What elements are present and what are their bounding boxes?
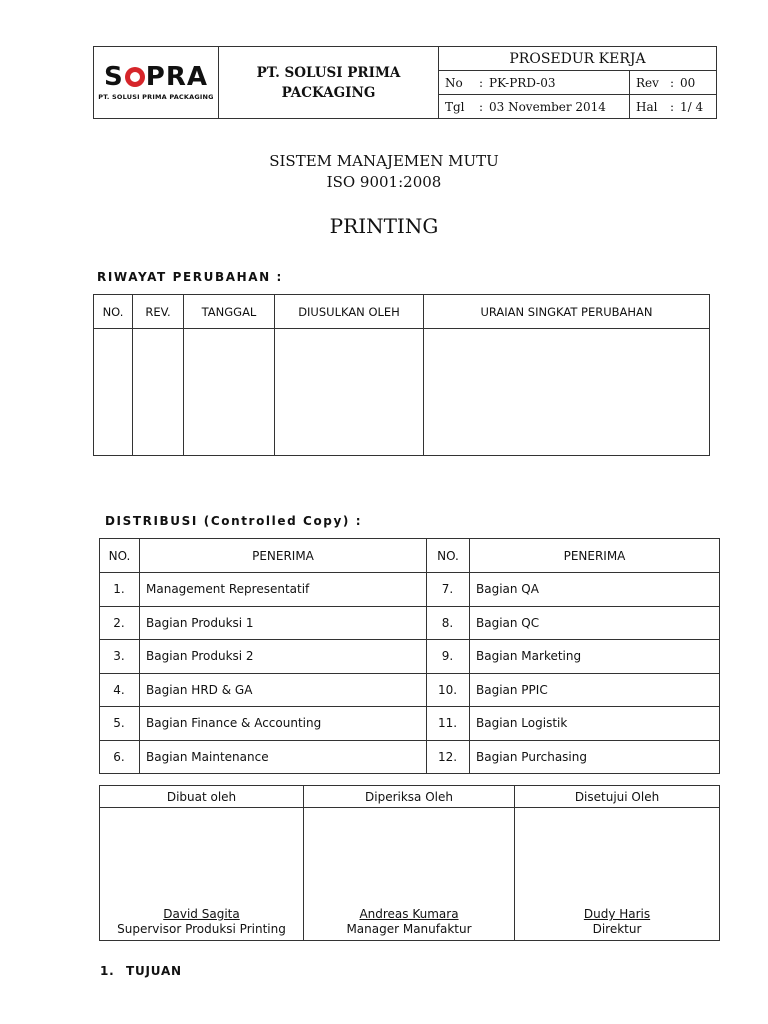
page-cell bbox=[630, 95, 717, 119]
riwayat-cell bbox=[275, 329, 424, 456]
signature-cell-disetujui bbox=[515, 808, 720, 941]
row-number: 8. bbox=[427, 606, 470, 640]
signature-cell-diperiksa bbox=[304, 808, 515, 941]
riwayat-empty-row bbox=[94, 329, 710, 456]
approval-col-dibuat: Dibuat oleh bbox=[100, 786, 304, 808]
riwayat-col-no: NO. bbox=[94, 295, 133, 329]
document-title: PRINTING bbox=[329, 214, 439, 238]
row-number: 5. bbox=[100, 707, 140, 741]
riwayat-table bbox=[93, 294, 710, 456]
recipient: Bagian QA bbox=[470, 573, 720, 607]
row-number: 4. bbox=[100, 673, 140, 707]
logo-ring-icon bbox=[125, 67, 145, 87]
rev-label: Rev bbox=[636, 75, 659, 90]
distribusi-label: DISTRIBUSI (Controlled Copy) : bbox=[105, 514, 363, 528]
approval-header-row bbox=[100, 786, 720, 808]
approval-signature-row bbox=[100, 808, 720, 941]
title-line-2: ISO 9001:2008 bbox=[326, 173, 442, 191]
approval-table bbox=[99, 785, 720, 941]
recipient: Bagian Maintenance bbox=[140, 740, 427, 774]
riwayat-header-row bbox=[94, 295, 710, 329]
riwayat-cell bbox=[184, 329, 275, 456]
riwayat-col-rev: REV. bbox=[133, 295, 184, 329]
recipient: Bagian Produksi 2 bbox=[140, 640, 427, 674]
riwayat-cell bbox=[424, 329, 710, 456]
doc-number: PK-PRD-03 bbox=[489, 75, 556, 90]
approval-col-diperiksa: Diperiksa Oleh bbox=[304, 786, 515, 808]
distribusi-col-no-2: NO. bbox=[427, 539, 470, 573]
tgl-label: Tgl bbox=[445, 99, 465, 114]
company-line-1: PT. SOLUSI PRIMA bbox=[256, 64, 401, 81]
table-row bbox=[100, 707, 720, 741]
row-number: 12. bbox=[427, 740, 470, 774]
page-number: 1/ 4 bbox=[680, 99, 704, 114]
doc-number-cell bbox=[439, 71, 630, 95]
signature-cell-dibuat bbox=[100, 808, 304, 941]
company-name bbox=[219, 47, 439, 119]
recipient: Management Representatif bbox=[140, 573, 427, 607]
distribusi-col-penerima-2: PENERIMA bbox=[470, 539, 720, 573]
riwayat-cell bbox=[94, 329, 133, 456]
logo-text-left: S bbox=[104, 62, 124, 92]
row-number: 2. bbox=[100, 606, 140, 640]
hal-label: Hal bbox=[636, 99, 658, 114]
row-number: 3. bbox=[100, 640, 140, 674]
company-line-2: PACKAGING bbox=[281, 84, 376, 101]
riwayat-label: RIWAYAT PERUBAHAN : bbox=[97, 270, 283, 284]
recipient: Bagian QC bbox=[470, 606, 720, 640]
riwayat-col-uraian: URAIAN SINGKAT PERUBAHAN bbox=[424, 295, 710, 329]
logo-subtitle: PT. SOLUSI PRIMA PACKAGING bbox=[98, 93, 214, 101]
section-number: 1. bbox=[100, 964, 115, 978]
no-label: No bbox=[445, 75, 463, 90]
row-number: 11. bbox=[427, 707, 470, 741]
section-heading-tujuan bbox=[100, 964, 182, 978]
distribusi-table bbox=[99, 538, 720, 774]
distribusi-col-penerima: PENERIMA bbox=[140, 539, 427, 573]
approval-col-disetujui: Disetujui Oleh bbox=[515, 786, 720, 808]
table-row bbox=[100, 640, 720, 674]
recipient: Bagian Purchasing bbox=[470, 740, 720, 774]
row-number: 7. bbox=[427, 573, 470, 607]
no-sep: : bbox=[478, 75, 484, 90]
revision-cell bbox=[630, 71, 717, 95]
signer-name: Andreas Kumara bbox=[359, 907, 459, 921]
table-row bbox=[100, 606, 720, 640]
section-title: TUJUAN bbox=[126, 964, 182, 978]
recipient: Bagian PPIC bbox=[470, 673, 720, 707]
signer-title: Direktur bbox=[592, 922, 642, 936]
table-row bbox=[100, 673, 720, 707]
date-cell bbox=[439, 95, 630, 119]
signer-title: Supervisor Produksi Printing bbox=[117, 922, 286, 936]
recipient: Bagian Marketing bbox=[470, 640, 720, 674]
rev-sep: : bbox=[669, 75, 675, 90]
doc-type: PROSEDUR KERJA bbox=[439, 47, 717, 71]
table-row bbox=[100, 573, 720, 607]
riwayat-col-diusulkan: DIUSULKAN OLEH bbox=[275, 295, 424, 329]
table-row bbox=[100, 740, 720, 774]
logo-text-right: PRA bbox=[145, 62, 208, 92]
tgl-sep: : bbox=[478, 99, 484, 114]
distribusi-header-row bbox=[100, 539, 720, 573]
signer-name: David Sagita bbox=[163, 907, 240, 921]
row-number: 10. bbox=[427, 673, 470, 707]
distribusi-col-no: NO. bbox=[100, 539, 140, 573]
row-number: 9. bbox=[427, 640, 470, 674]
riwayat-cell bbox=[133, 329, 184, 456]
hal-sep: : bbox=[669, 99, 675, 114]
row-number: 1. bbox=[100, 573, 140, 607]
recipient: Bagian Finance & Accounting bbox=[140, 707, 427, 741]
recipient: Bagian Logistik bbox=[470, 707, 720, 741]
title-line-1: SISTEM MANAJEMEN MUTU bbox=[269, 152, 499, 170]
company-logo bbox=[94, 48, 218, 118]
recipient: Bagian Produksi 1 bbox=[140, 606, 427, 640]
riwayat-col-tanggal: TANGGAL bbox=[184, 295, 275, 329]
document-header bbox=[93, 46, 717, 119]
logo-cell bbox=[94, 47, 219, 119]
revision-number: 00 bbox=[680, 75, 696, 90]
doc-date: 03 November 2014 bbox=[489, 99, 606, 114]
row-number: 6. bbox=[100, 740, 140, 774]
recipient: Bagian HRD & GA bbox=[140, 673, 427, 707]
signer-title: Manager Manufaktur bbox=[346, 922, 472, 936]
signer-name: Dudy Haris bbox=[583, 907, 651, 921]
